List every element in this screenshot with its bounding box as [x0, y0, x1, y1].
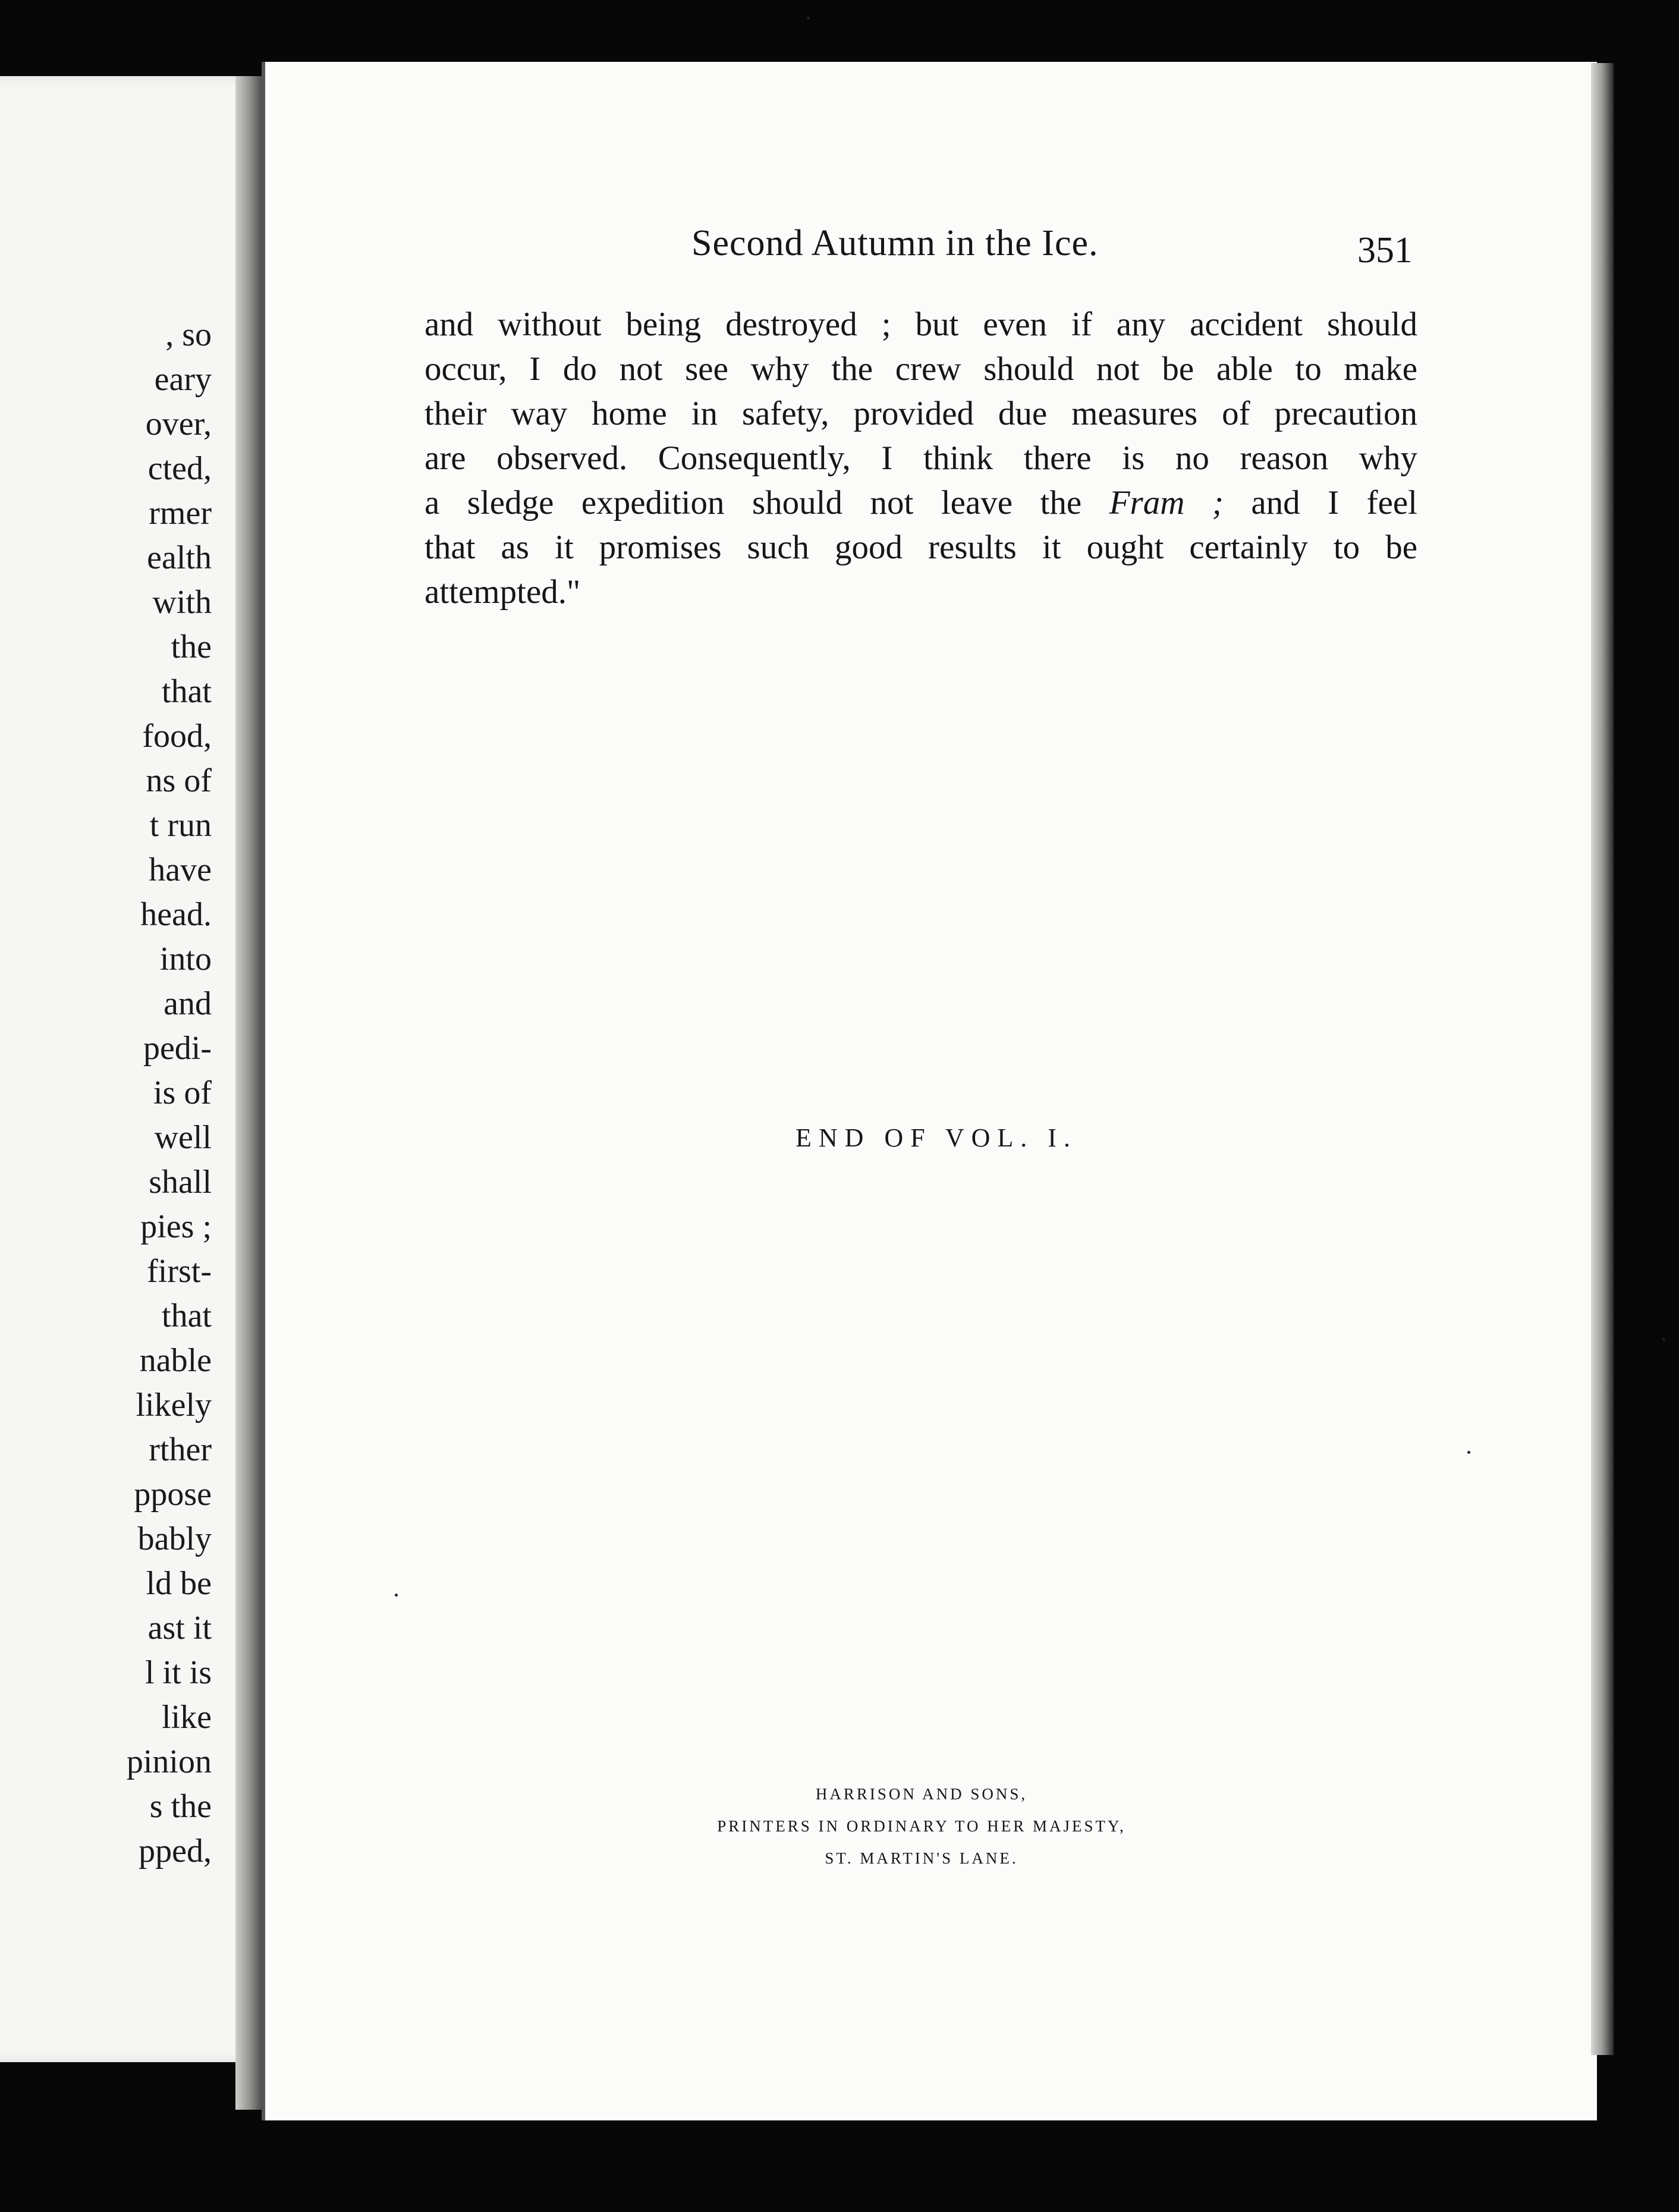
text-line: are observed. Consequently, I think there is no reason why	[425, 439, 1417, 477]
left-line: s the	[149, 1788, 212, 1825]
left-line: like	[162, 1699, 212, 1736]
left-line: pedi-	[143, 1030, 212, 1067]
left-line: bably	[137, 1520, 212, 1557]
running-head: Second Autumn in the Ice.	[691, 223, 1099, 263]
left-page-text-fragments	[21, 313, 212, 1874]
left-line: well	[154, 1119, 212, 1156]
left-line: rmer	[149, 495, 212, 532]
left-line: food,	[142, 718, 212, 755]
left-line: cted,	[147, 450, 212, 487]
ship-name-italic: Fram ;	[1109, 484, 1224, 521]
left-line: ld be	[146, 1565, 212, 1602]
left-line: rther	[149, 1431, 212, 1468]
left-line: eary	[154, 361, 212, 398]
left-line: head.	[140, 896, 212, 933]
left-line: l it is	[144, 1654, 212, 1691]
imprint-line: PRINTERS IN ORDINARY TO HER MAJESTY,	[717, 1817, 1126, 1835]
left-line: pies ;	[140, 1208, 212, 1245]
text-line: attempted."	[425, 573, 581, 611]
left-page	[0, 76, 266, 2062]
left-line: pinion	[126, 1743, 212, 1780]
left-line: into	[159, 941, 212, 978]
page-edge-shadow	[1591, 63, 1614, 2055]
text-line	[425, 480, 1417, 525]
left-line: have	[149, 852, 212, 888]
left-line: ealth	[147, 539, 212, 576]
body-paragraph	[425, 302, 1417, 614]
end-of-volume-mark: END OF VOL. I.	[796, 1123, 1077, 1152]
left-line: the	[171, 629, 212, 665]
printer-imprint	[648, 1778, 1195, 1874]
left-line: is of	[153, 1074, 212, 1111]
left-line: likely	[136, 1387, 212, 1424]
left-line: , so	[165, 316, 212, 353]
scan-speck	[1662, 1338, 1665, 1341]
scan-speck	[1467, 1451, 1470, 1454]
scan-speck	[395, 1594, 398, 1597]
left-line: nable	[139, 1342, 212, 1379]
left-line: and	[164, 985, 212, 1022]
text-line: their way home in safety, provided due measures of precaution	[425, 395, 1417, 432]
text-line: occur, I do not see why the crew should not be able to make	[425, 350, 1417, 388]
left-line: shall	[149, 1164, 212, 1201]
left-line: pped,	[139, 1833, 212, 1869]
left-line: ns of	[146, 762, 212, 799]
left-line: ast it	[147, 1610, 212, 1647]
left-line: that	[162, 673, 212, 710]
text-line: that as it promises such good results it ought certainly to be	[425, 529, 1417, 566]
left-line: with	[152, 584, 212, 621]
text-fragment: and I feel	[1251, 484, 1418, 521]
scan-speck	[807, 17, 810, 20]
imprint-line: ST. MARTIN'S LANE.	[825, 1849, 1018, 1867]
left-line: ppose	[134, 1476, 212, 1513]
left-line: t run	[149, 807, 212, 844]
left-line: that	[162, 1297, 212, 1334]
left-line: over,	[145, 406, 212, 442]
left-line: first-	[147, 1253, 212, 1290]
imprint-line: HARRISON AND SONS,	[815, 1785, 1028, 1803]
text-fragment: a sledge expedition should not leave the	[425, 484, 1082, 521]
page-number: 351	[1357, 230, 1413, 271]
text-line: and without being destroyed ; but even if any accident should	[425, 306, 1417, 343]
